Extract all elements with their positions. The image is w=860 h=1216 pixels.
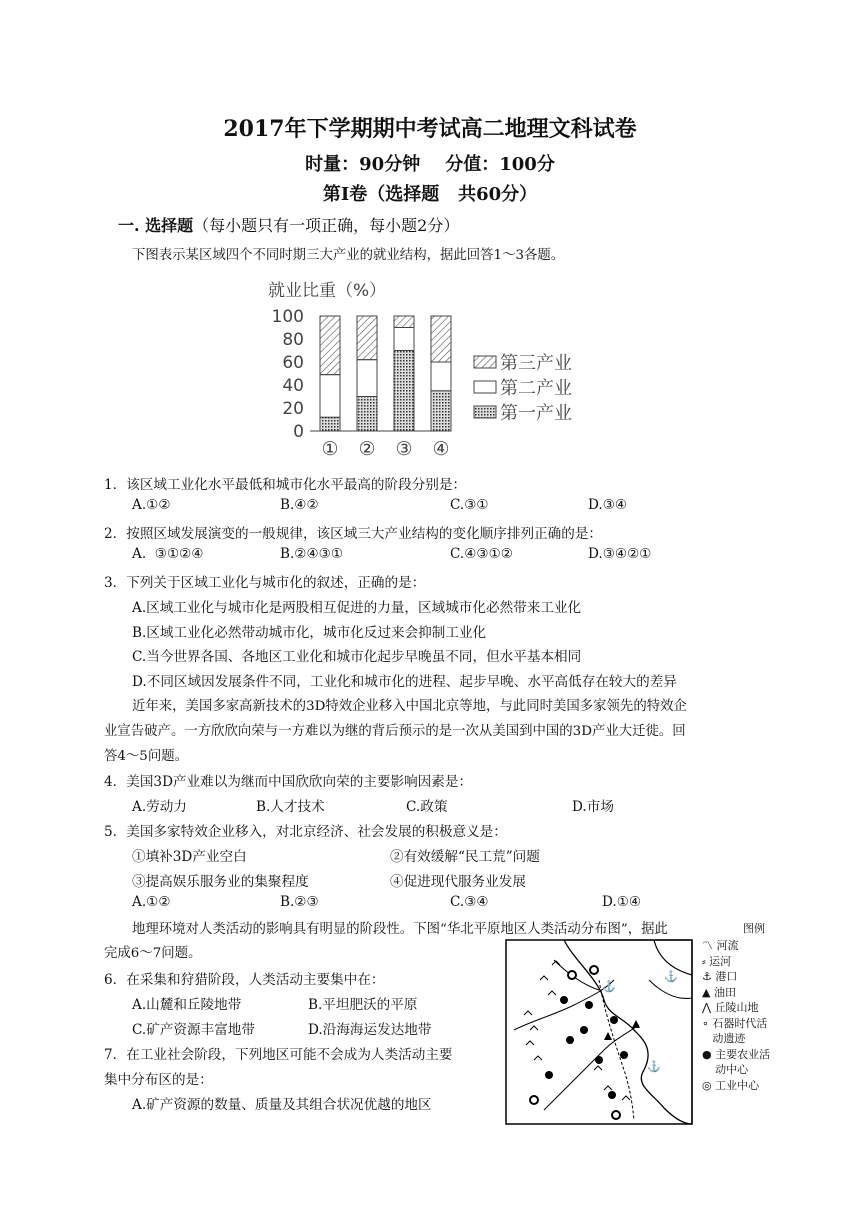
- q5-option-d: D.①④: [602, 894, 642, 910]
- q4-option-a: A.劳动力: [132, 799, 187, 815]
- y-tick-label: 20: [282, 399, 304, 419]
- svg-text:⚓: ⚓: [602, 980, 616, 993]
- bar-segment: [320, 417, 340, 431]
- svg-text:⚓: ⚓: [664, 970, 678, 983]
- hills-legend-icon: ⋀: [702, 1001, 712, 1014]
- q4-stem: 4．美国3D产业难以为继而中国欣欣向荣的主要影响因素是：: [104, 774, 473, 790]
- q5-option-a: A.①②: [132, 894, 171, 910]
- x-tick-label: ③: [395, 438, 413, 460]
- q5-item-1: ①填补3D产业空白: [132, 849, 247, 865]
- x-tick-label: ④: [432, 438, 450, 460]
- legend-hills: ⋀ 丘陵山地: [702, 1001, 759, 1014]
- bar-segment: [394, 328, 414, 351]
- legend-swatch: [474, 406, 496, 418]
- farming-center-icon: ●: [702, 1047, 712, 1061]
- q3-option-c: C.当今世界各国、各地区工业化和城市化起步早晚虽不同，但水平基本相同: [132, 649, 582, 665]
- exam-title: 2017年下学期期中考试高二地理文科试卷: [223, 116, 637, 142]
- q1-option-c: C.③①: [450, 497, 489, 513]
- q2-option-c: C.④③①②: [450, 546, 513, 562]
- intro-q6-7-line1: 地理环境对人类活动的影响具有明显的阶段性。下图“华北平原地区人类活动分布图”，据此: [132, 922, 668, 937]
- bar-segment: [357, 397, 377, 432]
- x-tick-label: ②: [358, 438, 376, 460]
- q3-option-d: D.不同区域因发展条件不同，工业化和城市化的进程、起步早晚、水平高低存在较大的差异: [132, 674, 677, 690]
- q3-option-a: A.区域工业化与城市化是两股相互促进的力量，区域城市化必然带来工业化: [132, 600, 582, 616]
- intro-q4-5-line2: 业宣告破产。一方欣欣向荣与一方难以为继的背后预示的是一次从美国到中国的3D产业大迁徙。回: [104, 724, 686, 739]
- legend-port: ⚓ 港口: [702, 970, 738, 983]
- q2-option-d: D.③④②①: [588, 546, 652, 562]
- x-tick-label: ①: [321, 438, 339, 460]
- intro-q4-5-line3: 答4～5问题。: [104, 749, 188, 764]
- oil-field-icon: ▲: [702, 985, 711, 999]
- q1-stem: 1．该区域工业化水平最低和城市化水平最高的阶段分别是：: [104, 477, 467, 493]
- employment-structure-chart: [262, 276, 602, 466]
- legend-title: 图例: [743, 922, 765, 935]
- y-tick-label: 60: [282, 353, 304, 373]
- q7-stem-line2: 集中分布区的是：: [104, 1072, 213, 1088]
- legend-swatch: [474, 356, 496, 368]
- q6-option-b: B.平坦肥沃的平原: [308, 997, 418, 1013]
- section-note: （每小题只有一项正确，每小题2分）: [193, 216, 460, 235]
- q7-option-a: A.矿产资源的数量、质量及其组合状况优越的地区: [132, 1097, 432, 1113]
- legend-farming: ● 主要农业活动中心: [702, 1047, 771, 1076]
- q1-option-d: D.③④: [588, 497, 628, 513]
- q5-item-4: ④促进现代服务业发展: [390, 874, 526, 890]
- q6-option-c: C.矿产资源丰富地带: [132, 1022, 255, 1038]
- bar-segment: [320, 375, 340, 418]
- y-tick-label: 40: [282, 376, 304, 396]
- time-and-score: 时量：90分钟 分值：100分: [305, 154, 555, 175]
- intro-q6-7-line2: 完成6～7问题。: [104, 946, 202, 961]
- svg-text:⚓: ⚓: [647, 1060, 661, 1073]
- bar-segment: [431, 391, 451, 431]
- intro-q1-3: 下图表示某区域四个不同时期三大产业的就业结构，据此回答1～3各题。: [132, 248, 565, 263]
- y-tick-label: 80: [282, 330, 304, 350]
- q7-stem-line1: 7．在工业社会阶段，下列地区可能不会成为人类活动主要: [104, 1047, 453, 1063]
- river-icon: 〽: [702, 939, 713, 952]
- q1-option-b: B.④②: [280, 497, 319, 513]
- q6-option-a: A.山麓和丘陵地带: [132, 997, 242, 1013]
- legend-stone-age: ∘ 石器时代活动遗迹: [702, 1016, 768, 1045]
- industry-center-icon: ◎: [702, 1078, 712, 1092]
- q4-option-d: D.市场: [572, 799, 614, 815]
- port-icon: ⚓: [702, 970, 712, 983]
- q5-option-c: C.③④: [450, 894, 489, 910]
- q2-option-a: A. ③①②④: [132, 546, 204, 562]
- bar-segment: [357, 316, 377, 360]
- q5-option-b: B.②③: [280, 894, 319, 910]
- q3-stem: 3．下列关于区域工业化与城市化的叙述，正确的是：: [104, 575, 426, 591]
- q4-option-b: B.人才技术: [256, 799, 325, 815]
- bar-segment: [394, 316, 414, 328]
- chart-title: 就业比重（%）: [268, 281, 387, 301]
- legend-swatch: [474, 381, 496, 393]
- y-tick-label: 100: [271, 307, 304, 327]
- bar-segment: [431, 316, 451, 362]
- q5-item-3: ③提高娱乐服务业的集聚程度: [132, 874, 309, 890]
- q6-stem: 6．在采集和狩猎阶段，人类活动主要集中在：: [104, 972, 385, 988]
- volume-heading: 第Ⅰ卷（选择题 共60分）: [322, 184, 538, 205]
- section-heading: [118, 213, 459, 236]
- canal-icon: ⸗: [702, 954, 706, 968]
- q1-option-a: A.①②: [132, 497, 171, 513]
- bar-segment: [357, 360, 377, 397]
- q6-option-d: D.沿海海运发达地带: [308, 1022, 432, 1038]
- legend-label: 第二产业: [500, 378, 572, 399]
- legend-label: 第一产业: [500, 403, 572, 424]
- q5-stem: 5．美国多家特效企业移入，对北京经济、社会发展的积极意义是：: [104, 824, 507, 840]
- legend-oil: ▲ 油田: [702, 985, 736, 999]
- q5-item-2: ②有效缓解“民工荒”问题: [390, 849, 540, 865]
- q2-option-b: B.②④③①: [280, 546, 344, 562]
- bar-segment: [394, 351, 414, 432]
- bar-segment: [431, 362, 451, 391]
- section-title: 一. 选择题: [118, 216, 194, 235]
- q3-option-b: B.区域工业化必然带动城市化，城市化反过来会抑制工业化: [132, 625, 487, 641]
- intro-q4-5-line1: 近年来，美国多家高新技术的3D特效企业移入中国北京等地，与此同时美国多家领先的特效企: [132, 699, 687, 714]
- q2-stem: 2．按照区域发展演变的一般规律，该区域三大产业结构的变化顺序排列正确的是：: [104, 526, 603, 542]
- map-legend: [702, 920, 788, 1093]
- stone-age-icon: ∘: [702, 1016, 709, 1030]
- rivers: [514, 960, 639, 1110]
- legend-river: 〽 河流: [702, 939, 739, 952]
- farming-centers: [545, 996, 628, 1099]
- bar-segment: [320, 316, 340, 375]
- y-tick-label: 0: [293, 422, 304, 442]
- legend-label: 第三产业: [500, 353, 572, 374]
- q4-option-c: C.政策: [406, 799, 448, 815]
- legend-canal: ⸗ 运河: [702, 954, 732, 968]
- legend-industry: ◎ 工业中心: [702, 1078, 760, 1092]
